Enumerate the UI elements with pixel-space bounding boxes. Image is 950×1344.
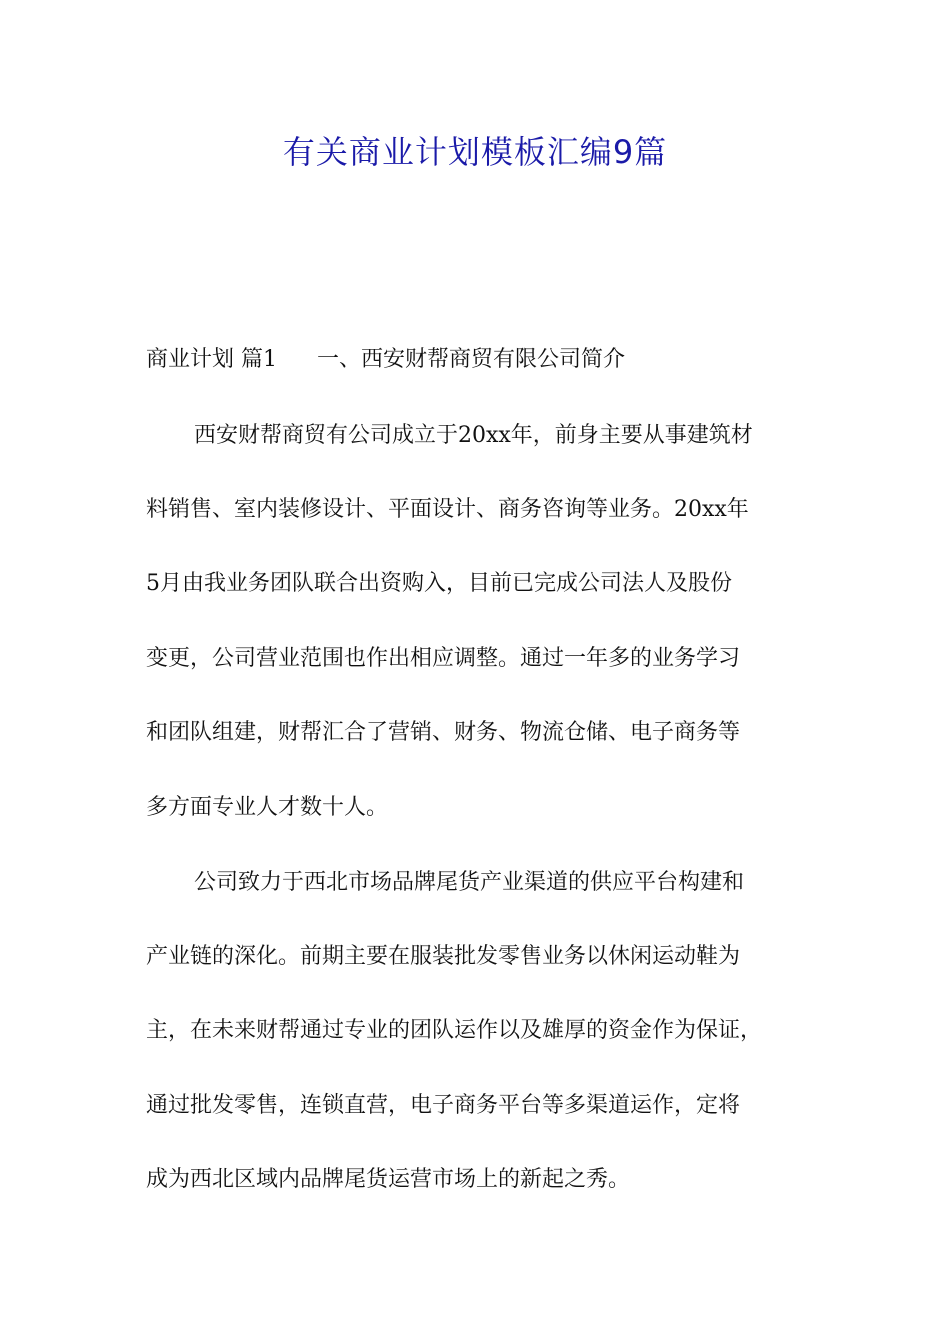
- section-label: 商业计划 篇1: [146, 347, 277, 372]
- paragraph-2-line-1: 公司致力于西北市场品牌尾货产业渠道的供应平台构建和: [194, 870, 745, 895]
- paragraph-1-line-5: 和团队组建，财帮汇合了营销、财务、物流仓储、电子商务等: [146, 720, 741, 745]
- section-heading: 一、西安财帮商贸有限公司简介: [317, 347, 626, 372]
- paragraph-1-line-2: 料销售、室内装修设计、平面设计、商务咨询等业务。20xx年: [146, 497, 749, 522]
- paragraph-1-line-4: 变更，公司营业范围也作出相应调整。通过一年多的业务学习: [146, 646, 741, 671]
- paragraph-2-line-5: 成为西北区域内品牌尾货运营市场上的新起之秀。: [146, 1167, 631, 1192]
- paragraph-2-line-2: 产业链的深化。前期主要在服装批发零售业务以休闲运动鞋为: [146, 944, 741, 969]
- paragraph-2-line-4: 通过批发零售，连锁直营，电子商务平台等多渠道运作，定将: [146, 1093, 741, 1118]
- paragraph-1-line-1: 西安财帮商贸有公司成立于20xx年，前身主要从事建筑材: [194, 423, 753, 448]
- paragraph-2-line-3: 主，在未来财帮通过专业的团队运作以及雄厚的资金作为保证，: [146, 1018, 763, 1043]
- section-heading-line: [146, 344, 625, 376]
- paragraph-1-line-6: 多方面专业人才数十人。: [146, 795, 389, 820]
- document-title: 有关商业计划模板汇编9篇: [282, 133, 668, 171]
- paragraph-1-line-3: 5月由我业务团队联合出资购入，目前已完成公司法人及股份: [146, 571, 732, 596]
